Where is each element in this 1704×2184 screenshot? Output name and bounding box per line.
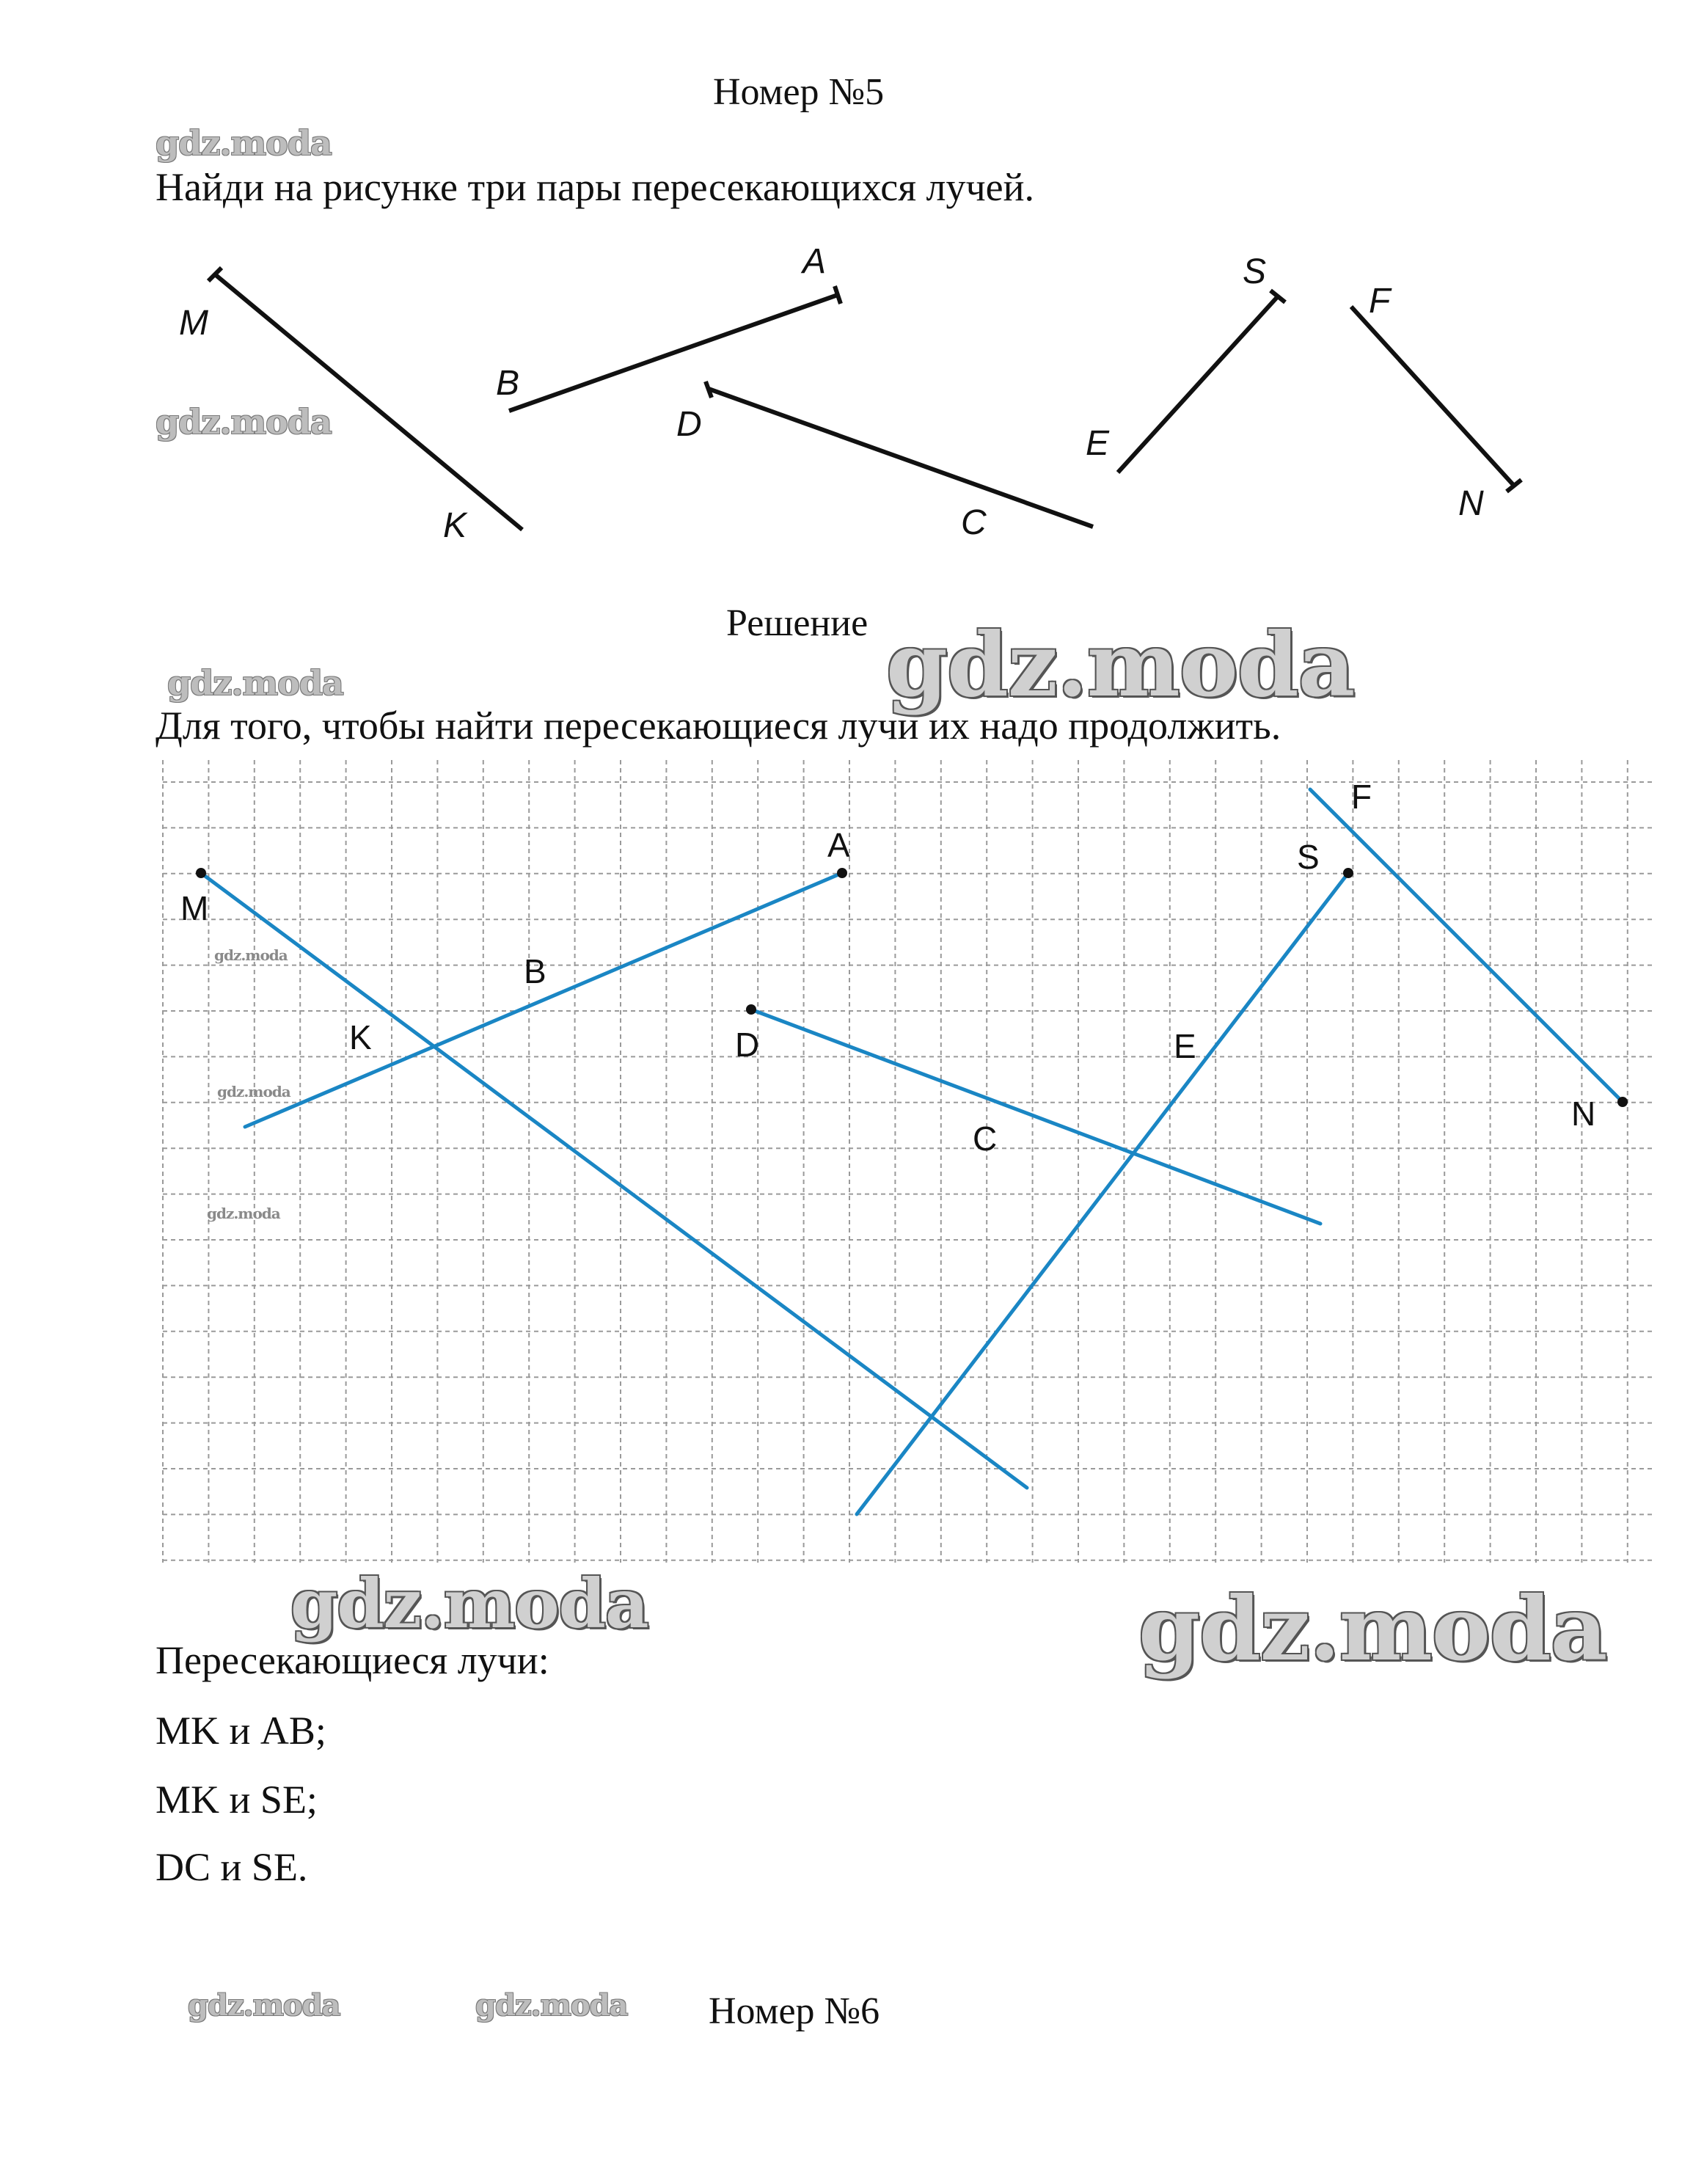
point-S xyxy=(1343,868,1353,878)
answer-pair: DC и SE. xyxy=(156,1845,308,1889)
label-C: C xyxy=(973,1120,998,1158)
label-D: D xyxy=(676,405,702,444)
answer-pair: MK и SE; xyxy=(156,1778,318,1822)
watermark-large: gdz.moda xyxy=(290,1564,648,1643)
problem5-task: Найди на рисунке три пары пересекающихся лучей. xyxy=(156,165,1035,209)
watermark: gdz.moda xyxy=(156,123,332,163)
ray-FN xyxy=(1310,789,1623,1102)
watermark: gdz.moda xyxy=(475,1988,628,2023)
point-D xyxy=(746,1004,756,1015)
label-K: K xyxy=(349,1018,372,1056)
label-E: E xyxy=(1086,424,1110,463)
watermark-tiny: gdz.moda xyxy=(207,1205,280,1222)
label-A: A xyxy=(827,826,850,864)
label-B: B xyxy=(496,364,520,403)
solution-heading: Решение xyxy=(726,602,869,644)
watermark-tiny: gdz.moda xyxy=(214,946,288,964)
label-C: C xyxy=(961,503,987,542)
grid xyxy=(163,760,1653,1563)
label-B: B xyxy=(524,952,546,990)
label-S: S xyxy=(1243,252,1267,291)
watermark-large: gdz.moda xyxy=(1138,1577,1607,1681)
label-K: K xyxy=(443,506,467,545)
problem6-title: Номер №6 xyxy=(709,1990,880,2032)
rays-extended xyxy=(201,789,1623,1514)
answer-pair: MK и AB; xyxy=(156,1709,326,1753)
point-A xyxy=(837,868,847,878)
solution-explanation: Для того, чтобы найти пересекающиеся лучи их надо продолжить. xyxy=(156,704,1281,748)
point-N xyxy=(1617,1097,1628,1107)
ray-DC xyxy=(751,1009,1320,1224)
label-E: E xyxy=(1174,1027,1196,1065)
label-S: S xyxy=(1297,838,1320,876)
point-M xyxy=(196,868,206,878)
problem5-title: Номер №5 xyxy=(713,71,885,113)
watermark: gdz.moda xyxy=(156,402,332,442)
watermark: gdz.moda xyxy=(188,1988,340,2023)
label-M: M xyxy=(180,889,209,927)
label-A: A xyxy=(802,242,827,281)
label-N: N xyxy=(1571,1095,1596,1133)
ray-AB xyxy=(245,873,842,1127)
label-F: F xyxy=(1369,282,1391,321)
label-M: M xyxy=(179,304,208,343)
watermark-tiny: gdz.moda xyxy=(217,1083,290,1100)
label-N: N xyxy=(1458,484,1484,523)
label-F: F xyxy=(1351,778,1372,816)
watermark: gdz.moda xyxy=(167,663,343,703)
answer-intro: Пересекающиеся лучи: xyxy=(156,1638,549,1682)
label-D: D xyxy=(735,1026,760,1064)
ray-MK xyxy=(201,873,1027,1488)
watermark-large: gdz.moda xyxy=(886,613,1355,717)
